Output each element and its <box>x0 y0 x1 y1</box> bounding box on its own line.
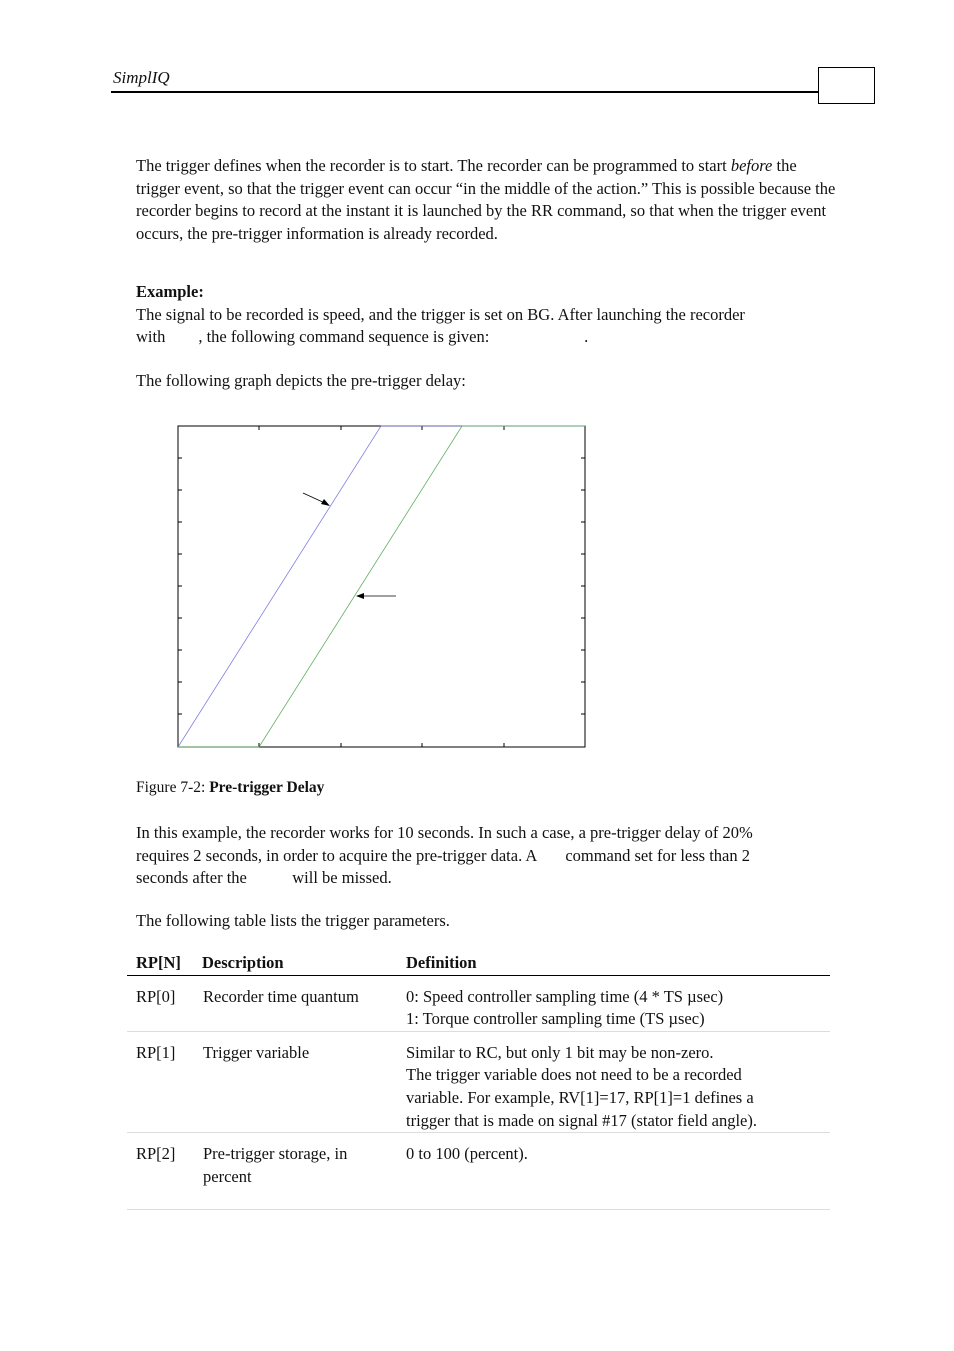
caption-prefix: Figure 7-2: <box>136 779 210 796</box>
example-heading: Example: <box>136 282 204 301</box>
example-block <box>136 281 841 349</box>
definition-line: Similar to RC, but only 1 bit may be non-zero. <box>406 1042 714 1062</box>
explanation-line-3: seconds after the will be missed. <box>136 868 392 888</box>
caption-title: Pre-trigger Delay <box>209 779 325 796</box>
table-row <box>127 1133 830 1210</box>
definition-cell <box>397 1031 830 1132</box>
definition-line: 1: Torque controller sampling time (TS µsec) <box>406 1009 705 1029</box>
table-header-row <box>127 952 830 975</box>
definition-line: trigger that is made on signal #17 (stator field angle). <box>406 1110 757 1130</box>
pre-trigger-figure <box>170 420 595 755</box>
annotation-arrowhead-2 <box>356 593 364 599</box>
intro-italic: before <box>730 156 773 175</box>
intro-paragraph <box>136 155 841 245</box>
figure-caption <box>136 779 324 797</box>
figure-frame <box>178 426 585 747</box>
definition-line: 0 to 100 (percent). <box>406 1144 528 1164</box>
definition-cell <box>397 975 830 1031</box>
description-cell: Trigger variable <box>193 1031 397 1132</box>
explanation-line-2: requires 2 seconds, in order to acquire the pre-trigger data. A command set for less than 2 <box>136 845 750 865</box>
param-cell: RP[2] <box>127 1133 193 1210</box>
definition-cell <box>397 1133 830 1210</box>
header-rule <box>111 91 819 93</box>
definition-line: The trigger variable does not need to be a recorded <box>406 1065 742 1085</box>
description-cell: Pre-trigger storage, in percent <box>193 1133 397 1210</box>
header-definition: Definition <box>397 952 830 975</box>
intro-text-1: The trigger defines when the recorder is to start. The recorder can be programmed to start <box>136 156 731 175</box>
param-cell: RP[0] <box>127 975 193 1031</box>
explanation-paragraph <box>136 822 841 890</box>
trigger-line <box>178 426 585 747</box>
example-line-1: The signal to be recorded is speed, and the trigger is set on BG. After launching the recorder <box>136 304 745 324</box>
page-number-box <box>818 67 875 104</box>
table-row <box>127 1031 830 1132</box>
header-description: Description <box>193 952 397 975</box>
intro-text-2: the trigger event, so that the trigger event can occur “in the middle of the action.” This is possible because the recorder begins to record at the instant it is launched by the RR command, so that when the trigger event occurs, the pre-trigger information is already recorded. <box>136 156 836 243</box>
trigger-parameters-table <box>127 952 830 1210</box>
explanation-line-1: In this example, the recorder works for 10 seconds. In such a case, a pre-trigger delay of 20% <box>136 823 753 842</box>
definition-line: 0: Speed controller sampling time (4 * TS µsec) <box>406 986 724 1006</box>
param-cell: RP[1] <box>127 1031 193 1132</box>
example-line-2: with , the following command sequence is given: . <box>136 327 589 347</box>
header-param: RP[N] <box>127 952 193 975</box>
annotation-arrowhead-1 <box>321 499 330 506</box>
figure-ticks <box>178 426 585 747</box>
graph-intro: The following graph depicts the pre-trigger delay: <box>136 371 466 390</box>
table-row <box>127 975 830 1031</box>
recording-line <box>178 426 585 747</box>
definition-line: variable. For example, RV[1]=17, RP[1]=1 defines a <box>406 1087 754 1107</box>
description-cell: Recorder time quantum <box>193 975 397 1031</box>
header-title: SimplIQ <box>113 68 170 87</box>
table-intro: The following table lists the trigger parameters. <box>136 911 450 930</box>
